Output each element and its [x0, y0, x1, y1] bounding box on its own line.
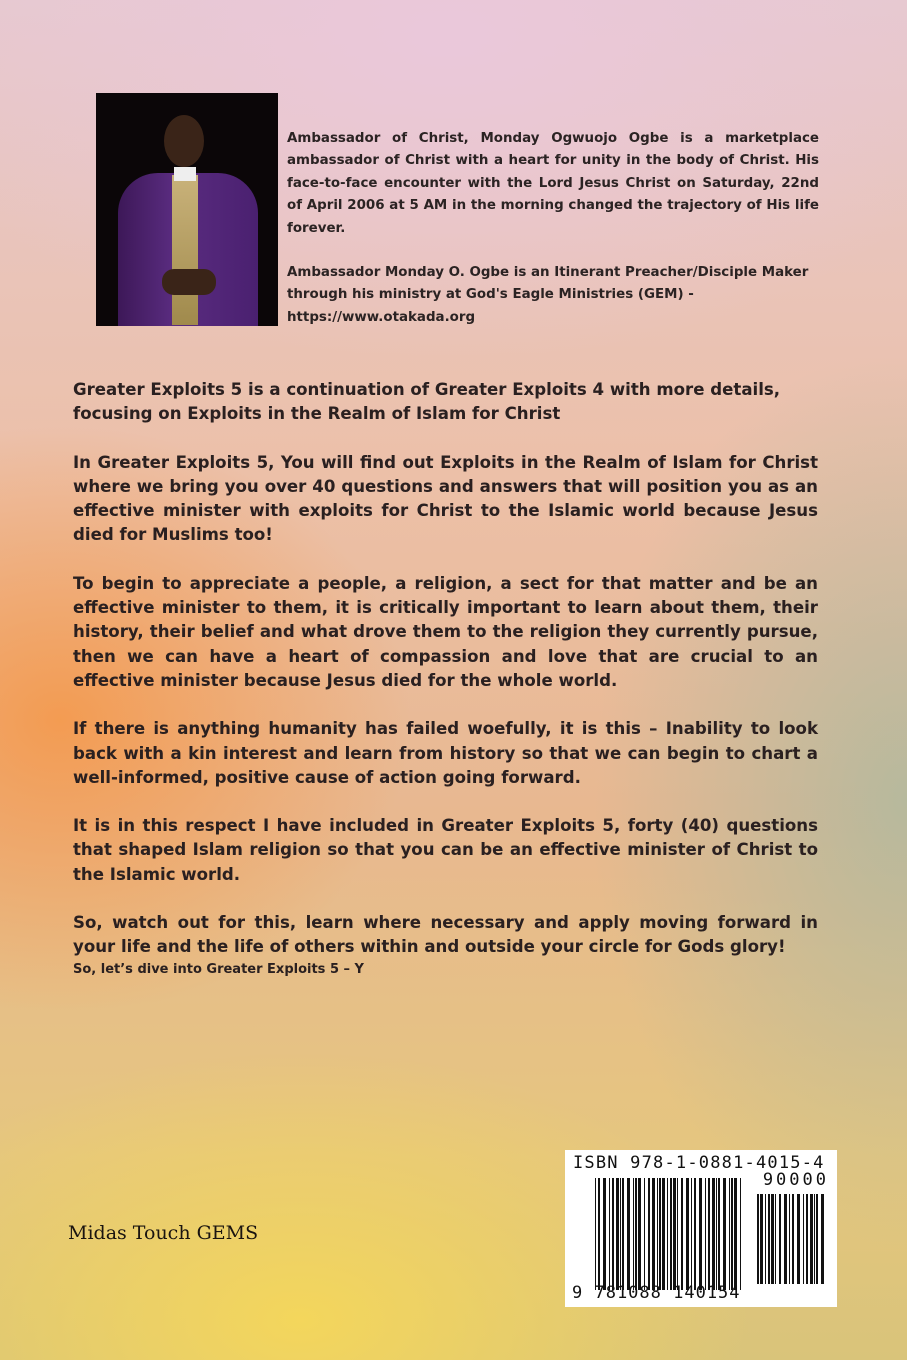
barcode-bar — [603, 1178, 606, 1290]
description-paragraph: It is in this respect I have included in Greater Exploits 5, forty (40) questions that shaped Islam religion so that you can be an effective minister of Christ to the Islamic world. — [73, 816, 818, 884]
barcode-bar — [731, 1178, 733, 1290]
barcode-bar — [789, 1194, 790, 1284]
barcode-bar — [765, 1194, 766, 1284]
barcode-bar — [718, 1178, 720, 1290]
barcode-bar — [775, 1194, 776, 1284]
barcode-bar — [622, 1178, 624, 1290]
barcode-bar — [638, 1178, 641, 1290]
isbn-barcode — [565, 1150, 837, 1307]
barcode-bar — [691, 1178, 692, 1290]
barcode-bar — [712, 1178, 715, 1290]
barcode-bar — [677, 1178, 678, 1290]
closing-line: So, let’s dive into Greater Exploits 5 – Y — [73, 961, 364, 977]
publisher-name: Midas Touch GEMS — [68, 1222, 259, 1244]
barcode-bar — [616, 1178, 619, 1290]
barcode-bar — [771, 1194, 774, 1284]
description-paragraph: To begin to appreciate a people, a religion, a sect for that matter and be an effective minister to them, it is critically important to learn about them, their history, their belief and what drove them to the religion they currently pursue, then we can have a heart of compassion and love that are crucial to an effective minister because Jesus died for the whole world. — [73, 573, 818, 690]
barcode-bar — [627, 1178, 630, 1290]
barcode-bar — [673, 1178, 676, 1290]
barcode-bar — [681, 1178, 683, 1290]
barcode-bars — [595, 1178, 745, 1290]
barcode-bar — [694, 1178, 696, 1290]
barcode-bar — [814, 1194, 815, 1284]
barcode-bar — [810, 1194, 813, 1284]
addon-bars — [757, 1194, 829, 1284]
barcode-bar — [633, 1178, 634, 1290]
barcode-bar — [816, 1194, 818, 1284]
barcode-bar — [635, 1178, 637, 1290]
barcode-bar — [740, 1178, 741, 1290]
barcode-bar — [797, 1194, 800, 1284]
barcode-bar — [784, 1194, 787, 1284]
barcode-bar — [652, 1178, 655, 1290]
barcode-bar — [620, 1178, 621, 1290]
description-paragraph: In Greater Exploits 5, You will find out Exploits in the Realm of Islam for Christ where we bring you over 40 questions and answers that will position you as an effective minister with exploits for Christ to the Islamic world because Jesus died for Muslims too! — [73, 452, 818, 545]
author-photo — [96, 93, 278, 326]
barcode-bar — [667, 1178, 668, 1290]
barcode-bar — [792, 1194, 794, 1284]
barcode-bar — [659, 1178, 661, 1290]
barcode-bar — [708, 1178, 710, 1290]
barcode-bar — [657, 1178, 658, 1290]
barcode-bar — [821, 1194, 824, 1284]
barcode-bar — [648, 1178, 650, 1290]
barcode-bar — [686, 1178, 689, 1290]
description-paragraph: So, watch out for this, learn where necessary and apply moving forward in your life and the life of others within and outside your circle for Gods glory! — [73, 913, 818, 957]
barcode-bar — [670, 1178, 672, 1290]
barcode-bar — [760, 1194, 763, 1284]
barcode-bar — [734, 1178, 737, 1290]
book-description — [73, 378, 818, 1004]
description-paragraph: Greater Exploits 5 is a continuation of Greater Exploits 4 with more details, focusing on Exploits in the Realm of Islam for Christ — [73, 380, 781, 424]
barcode-bar — [662, 1178, 665, 1290]
barcode-bar — [803, 1194, 804, 1284]
barcode-bar — [806, 1194, 808, 1284]
barcode-bar — [729, 1178, 730, 1290]
barcode-bar — [609, 1178, 610, 1290]
isbn-text: ISBN 978-1-0881-4015-4 — [573, 1153, 825, 1173]
description-paragraph: If there is anything humanity has failed woefully, it is this – Inability to look back with a kin interest and learn from history so that we can begin to chart a well-informed, positive cause of action going forward. — [73, 719, 818, 787]
bio-paragraph: Ambassador of Christ, Monday Ogwuojo Ogbe is a marketplace ambassador of Christ with a heart for unity in the body of Christ. His face-to-face encounter with the Lord Jesus Christ on Saturday, 22nd of April 2006 at 5 AM in the morning changed the trajectory of His life forever. — [287, 131, 819, 236]
price-addon: 90000 — [762, 1170, 829, 1190]
barcode-bar — [644, 1178, 645, 1290]
barcode-bar — [595, 1178, 596, 1290]
barcode-bar — [779, 1194, 781, 1284]
author-bio — [287, 128, 819, 351]
barcode-bar — [757, 1194, 759, 1284]
barcode-bar — [612, 1178, 614, 1290]
barcode-bar — [699, 1178, 702, 1290]
barcode-bar — [705, 1178, 706, 1290]
barcode-bar — [716, 1178, 717, 1290]
barcode-bar — [598, 1178, 600, 1290]
barcode-digits: 9 781088 140154 — [572, 1283, 741, 1303]
barcode-bar — [768, 1194, 770, 1284]
barcode-bar — [723, 1178, 726, 1290]
bio-paragraph: Ambassador Monday O. Ogbe is an Itinerant Preacher/Disciple Maker through his ministry at God's Eagle Ministries (GEM) - https://www.otakada.org — [287, 265, 809, 325]
